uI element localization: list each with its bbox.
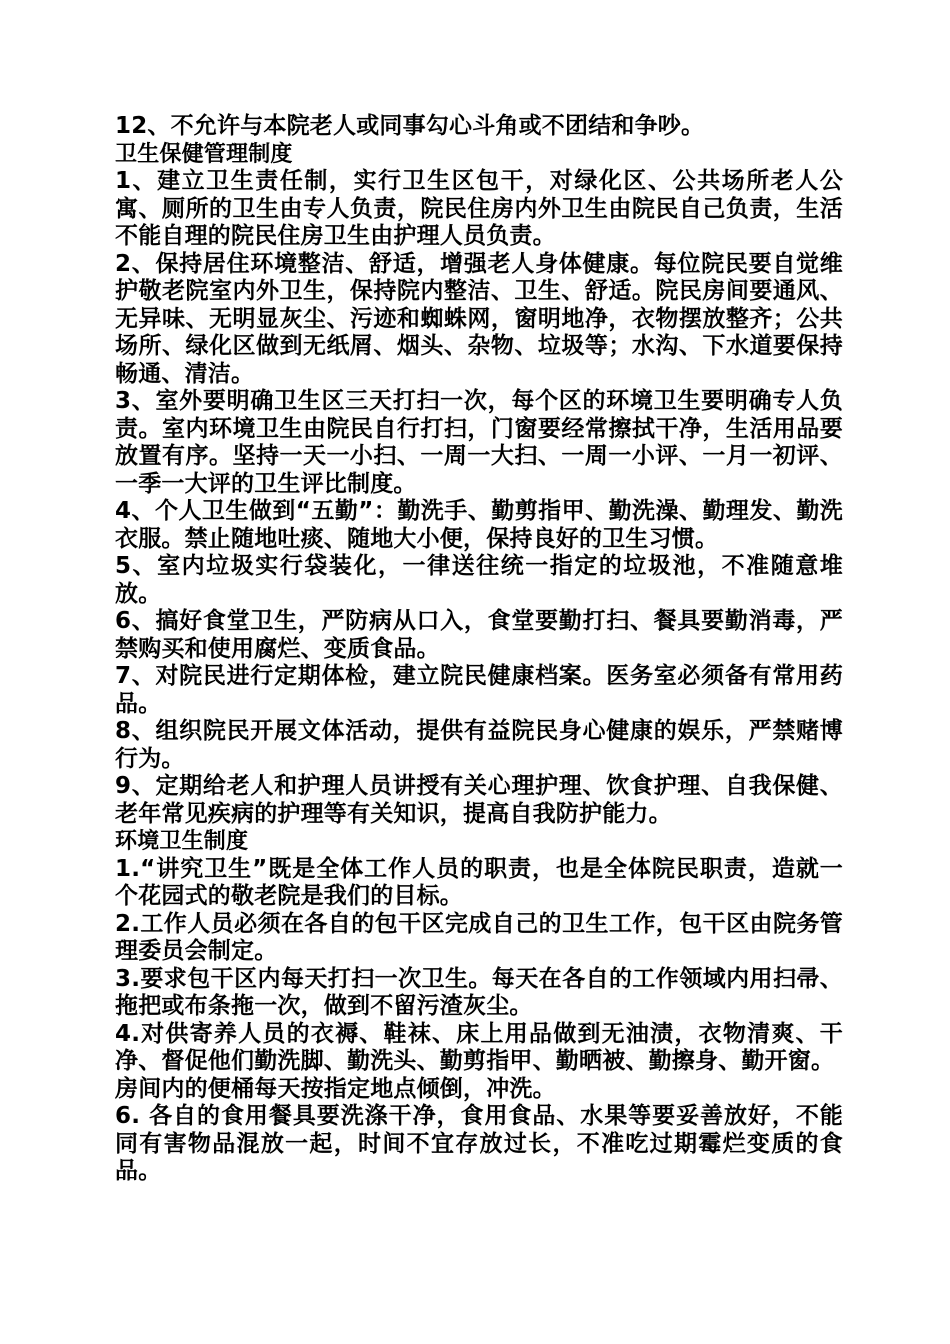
env-rule-item-4: 4.对供寄养人员的衣褥、鞋袜、床上用品做到无油渍，衣物清爽、干净、督促他们勤洗脚、勤洗头、勤剪指甲、勤晒被、勤擦身、勤开窗。: [115, 1020, 843, 1074]
section-heading-health-care: 卫生保健管理制度: [115, 141, 293, 167]
rule-item-3: 3、室外要明确卫生区三天打扫一次，每个区的环境卫生要明确专人负责。室内环境卫生由院民自行打扫，门窗要经常擦拭干净，生活用品要放置有序。坚持一天一小扫、一周一大扫、一周一小评、一月一初评、一季一大评的卫生评比制度。: [115, 388, 843, 497]
section-heading-environment: 环境卫生制度: [115, 829, 249, 854]
rule-item-1: 1、建立卫生责任制，实行卫生区包干，对绿化区、公共场所老人公寓、厕所的卫生由专人负责，院民住房内外卫生由院民自己负责，生活不能自理的院民住房卫生由护理人员负责。: [115, 168, 843, 249]
env-rule-item-1: 1.“讲究卫生”既是全体工作人员的职责，也是全体院民职责，造就一个花园式的敬老院是我们的目标。: [115, 855, 843, 909]
rule-item-8: 8、组织院民开展文体活动，提供有益院民身心健康的娱乐，严禁赌博行为。: [115, 718, 843, 772]
env-rule-item-5: 房间内的便桶每天按指定地点倾倒，冲洗。: [115, 1075, 556, 1102]
rule-item-6: 6、搞好食堂卫生，严防病从口入，食堂要勤打扫、餐具要勤消毒，严禁购买和使用腐烂、变质食品。: [115, 608, 843, 662]
rule-item-5: 5、室内垃圾实行袋装化，一律送往统一指定的垃圾池，不准随意堆放。: [115, 553, 843, 607]
document-body: [115, 113, 843, 1186]
rule-item-2: 2、保持居住环境整洁、舒适，增强老人身体健康。每位院民要自觉维护敬老院室内外卫生，保持院内整洁、卫生、舒适。院民房间要通风、无异味、无明显灰尘、污迹和蜘蛛网，窗明地净，衣物摆放整齐；公共场所、绿化区做到无纸屑、烟头、杂物、垃圾等；水沟、下水道要保持畅通、清洁。: [115, 250, 843, 387]
rule-item-9: 9、定期给老人和护理人员讲授有关心理护理、饮食护理、自我保健、老年常见疾病的护理等有关知识，提高自我防护能力。: [115, 773, 843, 827]
rule-item-12: 12、不允许与本院老人或同事勾心斗角或不团结和争吵。: [115, 113, 705, 139]
env-rule-item-3: 3.要求包干区内每天打扫一次卫生。每天在各自的工作领域内用扫帚、拖把或布条拖一次，做到不留污渣灰尘。: [115, 965, 843, 1019]
env-rule-item-6: 6. 各自的食用餐具要洗涤干净，食用食品、水果等要妥善放好，不能同有害物品混放一起，时间不宜存放过长，不准吃过期霉烂变质的食品。: [115, 1103, 843, 1184]
env-rule-item-2: 2.工作人员必须在各自的包干区完成自己的卫生工作，包干区由院务管理委员会制定。: [115, 910, 843, 964]
rule-item-4: 4、个人卫生做到“五勤”：勤洗手、勤剪指甲、勤洗澡、勤理发、勤洗衣服。禁止随地吐痰、随地大小便，保持良好的卫生习惯。: [115, 498, 843, 552]
rule-item-7: 7、对院民进行定期体检，建立院民健康档案。医务室必须备有常用药品。: [115, 663, 843, 717]
